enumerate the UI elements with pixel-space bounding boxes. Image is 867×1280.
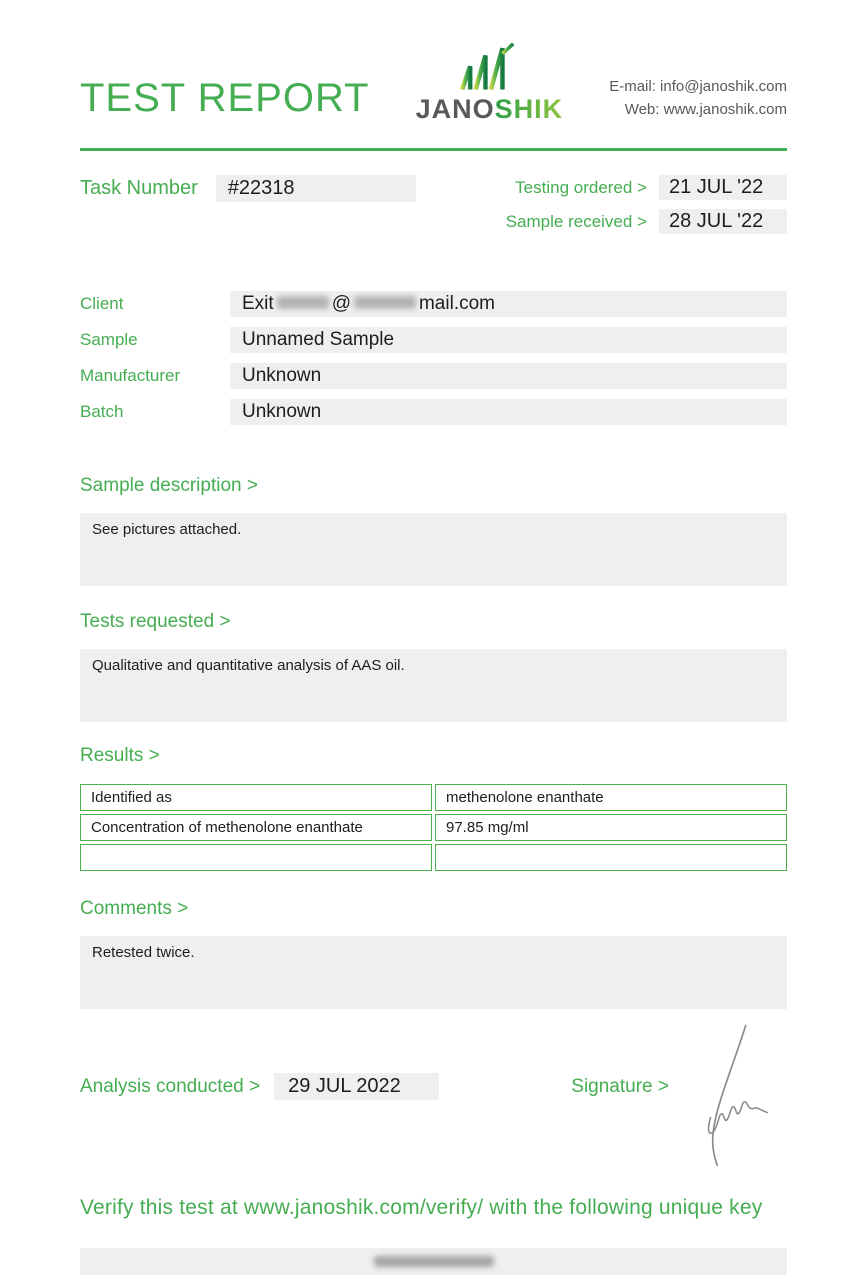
sample-received-label: Sample received > bbox=[505, 211, 647, 231]
result-cell-label: Identified as bbox=[80, 784, 432, 811]
results-table bbox=[77, 781, 790, 874]
manufacturer-value: Unknown bbox=[230, 363, 787, 389]
testing-ordered-value: 21 JUL '22 bbox=[659, 175, 787, 200]
result-cell-label bbox=[80, 844, 432, 871]
tests-requested-box: Qualitative and quantitative analysis of AAS oil. bbox=[80, 649, 787, 722]
result-cell-label: Concentration of methenolone enanthate bbox=[80, 814, 432, 841]
task-number-value: #22318 bbox=[216, 175, 416, 202]
manufacturer-label: Manufacturer bbox=[80, 366, 181, 385]
batch-row bbox=[80, 399, 787, 425]
redacted-unique-key bbox=[374, 1256, 494, 1267]
testing-ordered-label: Testing ordered > bbox=[515, 177, 647, 197]
task-number-group bbox=[80, 175, 416, 202]
table-row bbox=[80, 844, 787, 871]
contact-web: Web: www.janoshik.com bbox=[624, 100, 787, 118]
sample-label: Sample bbox=[80, 330, 138, 349]
result-cell-value: 97.85 mg/ml bbox=[435, 814, 787, 841]
details-section bbox=[80, 291, 787, 425]
task-number-label: Task Number bbox=[80, 177, 198, 199]
client-label: Client bbox=[80, 294, 124, 313]
contact-email: E-mail: info@janoshik.com bbox=[609, 78, 787, 95]
signature-scribble bbox=[687, 1021, 775, 1169]
sample-row bbox=[80, 327, 787, 353]
logo-word-left: JANO bbox=[415, 94, 495, 124]
redacted-text bbox=[277, 296, 329, 309]
manufacturer-row bbox=[80, 363, 787, 389]
dates-group bbox=[506, 175, 787, 243]
client-value bbox=[230, 291, 787, 317]
header-divider bbox=[80, 148, 787, 151]
page-title: TEST REPORT bbox=[80, 76, 370, 120]
signature-label: Signature > bbox=[571, 1075, 669, 1097]
footer-section bbox=[80, 1073, 787, 1100]
result-cell-value bbox=[435, 844, 787, 871]
comments-heading: Comments > bbox=[80, 898, 189, 919]
growth-chart-icon bbox=[453, 42, 525, 94]
analysis-date-value: 29 JUL 2022 bbox=[274, 1073, 439, 1100]
result-cell-value: methenolone enanthate bbox=[435, 784, 787, 811]
client-value-prefix: Exit bbox=[242, 293, 274, 314]
meta-section bbox=[80, 175, 787, 243]
header bbox=[80, 40, 787, 140]
comments-box: Retested twice. bbox=[80, 936, 787, 1009]
janoshik-logo bbox=[416, 42, 564, 123]
analysis-conducted-label: Analysis conducted > bbox=[80, 1075, 261, 1097]
verify-instruction: Verify this test at www.janoshik.com/verify/ with the following unique key bbox=[80, 1196, 763, 1219]
logo-word-right: SHIK bbox=[494, 94, 564, 124]
table-row bbox=[80, 784, 787, 811]
results-heading: Results > bbox=[80, 745, 160, 766]
sample-received-value: 28 JUL '22 bbox=[659, 209, 787, 234]
sample-value: Unnamed Sample bbox=[230, 327, 787, 353]
client-value-suffix: mail.com bbox=[418, 293, 495, 314]
table-row bbox=[80, 814, 787, 841]
sample-received-row bbox=[506, 209, 787, 234]
batch-label: Batch bbox=[80, 402, 124, 421]
batch-value: Unknown bbox=[230, 399, 787, 425]
redacted-text bbox=[354, 296, 416, 309]
testing-ordered-row bbox=[506, 175, 787, 200]
tests-requested-heading: Tests requested > bbox=[80, 611, 231, 632]
sample-description-heading: Sample description > bbox=[80, 475, 258, 496]
client-value-at: @ bbox=[331, 293, 351, 314]
contact-info bbox=[609, 76, 787, 121]
unique-key-bar bbox=[80, 1248, 787, 1275]
sample-description-box: See pictures attached. bbox=[80, 513, 787, 586]
client-row bbox=[80, 291, 787, 317]
logo-wordmark bbox=[416, 96, 564, 123]
